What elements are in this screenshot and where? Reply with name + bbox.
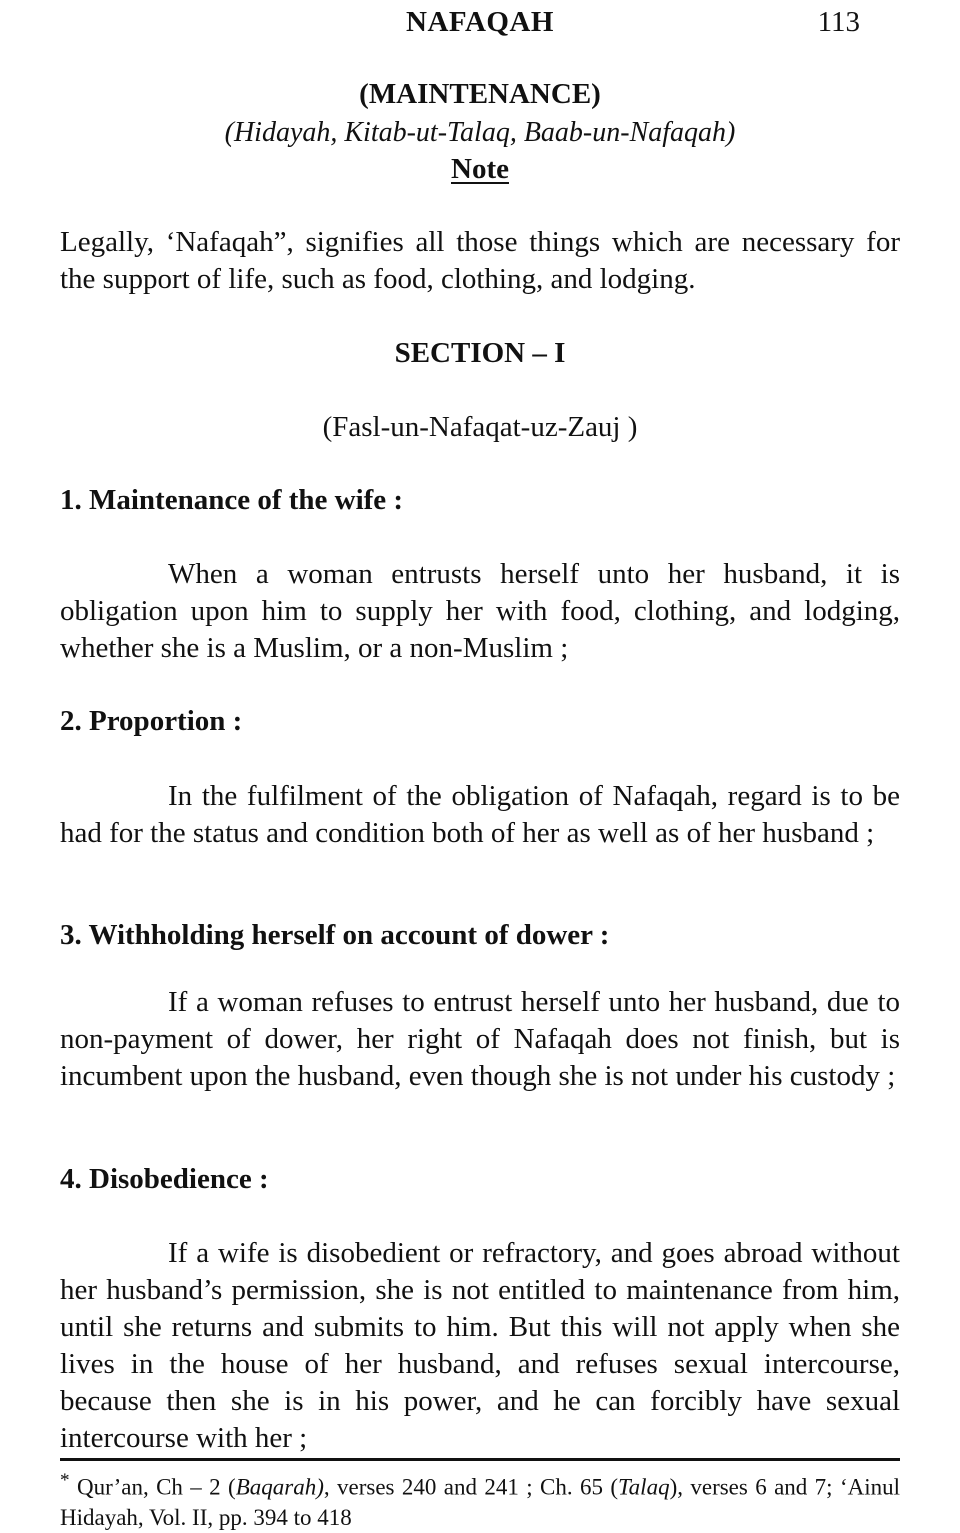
footnote-text-2: , verses 240 and 241 ; Ch. 65 ( xyxy=(323,1474,618,1500)
section-title: SECTION – I xyxy=(394,337,566,369)
item-text-disobedience: If a wife is disobedient or refractory, and goes abroad without her husband’s permission, she is not entitled to maintenance from him, until she returns and submits to him. But this will not apply when she lives in the house of her husband, and refuses sexual intercourse, because then she is in his power, and he can forcibly have sexual intercourse with her ; xyxy=(60,1237,900,1454)
footnote-divider xyxy=(60,1458,900,1461)
item-heading-withholding: 3. Withholding herself on account of dower : xyxy=(60,919,610,951)
footnote-text-1: Qur’an, Ch – 2 ( xyxy=(69,1474,236,1500)
footnote-ref-talaq: Talaq xyxy=(618,1474,670,1500)
footnote xyxy=(60,1466,900,1533)
item-text-withholding: If a woman refuses to entrust herself unto her husband, due to non-payment of dower, her right of Nafaqah does not finish, but is incumbent upon the husband, even though she is not under his custody ; xyxy=(60,986,900,1092)
chapter-title: (MAINTENANCE) xyxy=(359,78,601,110)
item-heading-maintenance: 1. Maintenance of the wife : xyxy=(60,484,404,516)
footnote-ref-baqarah: Baqarah) xyxy=(235,1474,324,1500)
note-label: Note xyxy=(451,153,509,185)
item-text-proportion: In the fulfilment of the obligation of Nafaqah, regard is to be had for the status and condition both of her as well as of her husband ; xyxy=(60,780,900,849)
page-number: 113 xyxy=(817,6,860,38)
chapter-subtitle: (Hidayah, Kitab-ut-Talaq, Baab-un-Nafaqah) xyxy=(224,117,736,148)
item-heading-proportion: 2. Proportion : xyxy=(60,705,243,737)
item-heading-disobedience: 4. Disobedience : xyxy=(60,1163,269,1195)
footnote-text-3: ), verses 6 and 7; ‘Ainul Hidayah, Vol. II, pp. 394 to 418 xyxy=(60,1474,901,1530)
item-text-maintenance: When a woman entrusts herself unto her husband, it is obligation upon him to supply her with food, clothing, and lodging, whether she is a Muslim, or a non-Muslim ; xyxy=(60,558,900,664)
running-header xyxy=(60,6,900,42)
intro-paragraph: Legally, ‘Nafaqah”, signifies all those things which are necessary for the support of life, such as food, clothing, and lodging. xyxy=(60,226,900,295)
running-title: NAFAQAH xyxy=(406,6,554,38)
section-subtitle: (Fasl-un-Nafaqat-uz-Zauj ) xyxy=(322,411,638,443)
footnote-marker: * xyxy=(60,1470,70,1491)
note-heading xyxy=(60,153,900,186)
